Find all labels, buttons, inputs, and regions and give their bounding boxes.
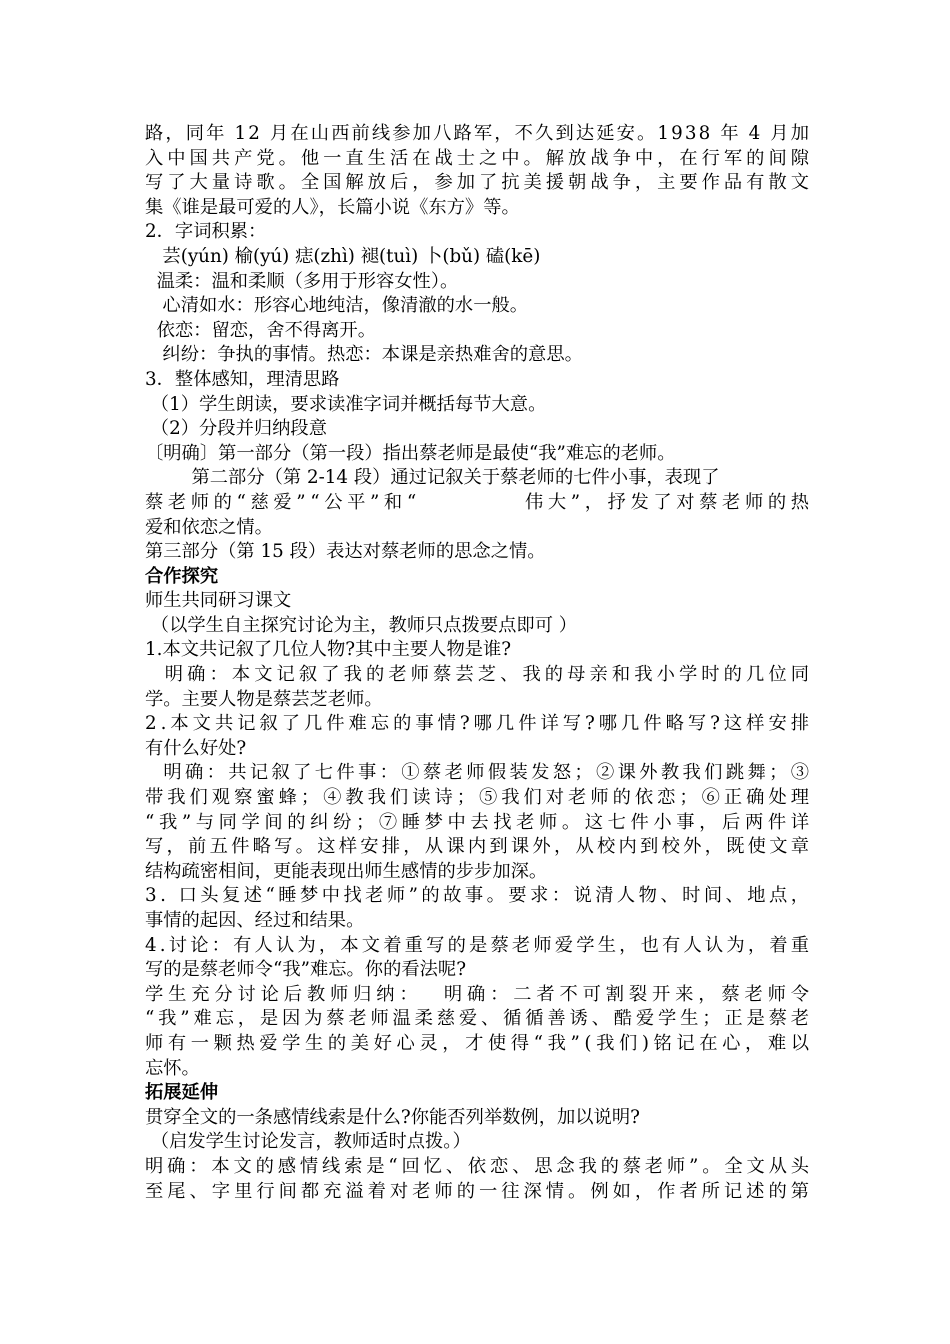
text-line: 2.本文共记叙了几件难忘的事情?哪几件详写?哪几件略写?这样安排 [145, 713, 813, 735]
text-line: “我”与同学间的纠纷；⑦睡梦中去找老师。这七件小事，后两件详 [145, 811, 814, 833]
text-line: 2．字词积累： [145, 221, 267, 243]
text-line: 明确：本文记叙了我的老师蔡芸芝、我的母亲和我小学时的几位同 [145, 664, 814, 686]
text-line: 学。主要人物是蔡芸芝老师。 [145, 688, 383, 710]
text-line: 路，同年 12 月在山西前线参加八路军，不久到达延安。1938 年 4 月加 [145, 123, 812, 144]
text-line: 3．整体感知，理清思路 [145, 368, 340, 390]
text-line: 1.本文共记叙了几位人物?其中主要人物是谁? [145, 639, 512, 661]
section-heading: 合作探究 [145, 565, 219, 587]
text-line: 温柔：温和柔顺（多用于形容女性）。 [145, 270, 459, 292]
text-line: 师生共同研习课文 [145, 590, 292, 612]
text-line: “我”难忘，是因为蔡老师温柔慈爱、循循善诱、酷爱学生；正是蔡老 [145, 1008, 813, 1030]
text-line: 忘怀。 [145, 1057, 200, 1079]
text-line: 4.讨论：有人认为，本文着重写的是蔡老师爱学生，也有人认为，着重 [145, 934, 813, 956]
text-line: 写，前五件略写。这样安排，从课内到课外，从校内到校外，既使文章 [145, 836, 813, 858]
text-line: 芸(yún) 榆(yú) 痣(zhì) 褪(tuì) 卜(bǔ) 磕(kē) [145, 245, 541, 267]
text-line: 至尾、字里行间都充溢着对老师的一往深情。例如，作者所记述的第 [145, 1180, 813, 1202]
text-line: 学生充分讨论后教师归纳： 明确：二者不可割裂开来，蔡老师令 [145, 983, 814, 1005]
text-line: 爱和依恋之情。 [145, 516, 273, 538]
text-line: （以学生自主探究讨论为主，教师只点拨要点即可 ） [145, 614, 578, 636]
text-line: 入中国共产党。他一直生活在战士之中。解放战争中，在行军的间隙 [145, 147, 813, 169]
text-line: 师有一颗热爱学生的美好心灵，才使得“我”(我们)铭记在心，难以 [145, 1032, 814, 1054]
text-line: 结构疏密相间，更能表现出师生感情的步步加深。 [145, 860, 548, 882]
text-line: 纠纷：争执的事情。热恋：本课是亲热难舍的意思。 [145, 344, 583, 366]
text-line: 第三部分（第 15 段）表达对蔡老师的思念之情。 [145, 541, 546, 563]
text-line: （1）学生朗读，要求读准字词并概括每节大意。 [145, 393, 547, 415]
text-line: 第二部分（第 2-14 段）通过记叙关于蔡老师的七件小事，表现了 [145, 467, 720, 489]
text-line: （启发学生讨论发言，教师适时点拨。） [145, 1131, 471, 1153]
text-line: 事情的起因、经过和结果。 [145, 910, 365, 931]
document-page [145, 122, 814, 1204]
text-line: 3. 口头复述“睡梦中找老师”的故事。要求：说清人物、时间、地点， [145, 885, 813, 907]
text-line: 〔明确〕第一部分（第一段）指出蔡老师是最使“我”难忘的老师。 [145, 442, 676, 464]
text-line: 写的是蔡老师令“我”难忘。你的看法呢? [145, 959, 466, 981]
text-line: 写了大量诗歌。全国解放后，参加了抗美援朝战争，主要作品有散文 [145, 172, 813, 194]
text-line: 有什么好处? [145, 737, 247, 759]
text-line: 集《谁是最可爱的人》，长篇小说《东方》等。 [145, 196, 520, 218]
text-line: 带我们观察蜜蜂；④教我们读诗；⑤我们对老师的依恋；⑥正确处理 [145, 787, 813, 809]
text-line: 明确：本文的感情线索是“回忆、依恋、思念我的蔡老师”。全文从头 [145, 1155, 813, 1177]
text-line: （2）分段并归纳段意 [145, 418, 327, 440]
text-line: 依恋：留恋，舍不得离开。 [145, 319, 376, 341]
text-line: 贯穿全文的一条感情线索是什么?你能否列举数例，加以说明? [145, 1106, 640, 1128]
text-line: 心清如水：形容心地纯洁，像清澈的水一般。 [145, 295, 529, 317]
text-line: 蔡老师的“慈爱”“公平”和“ 伟大”，抒发了对蔡老师的热 [145, 491, 814, 513]
text-line: 明确：共记叙了七件事：①蔡老师假装发怒；②课外教我们跳舞；③ [145, 762, 813, 784]
section-heading: 拓展延伸 [145, 1082, 219, 1104]
